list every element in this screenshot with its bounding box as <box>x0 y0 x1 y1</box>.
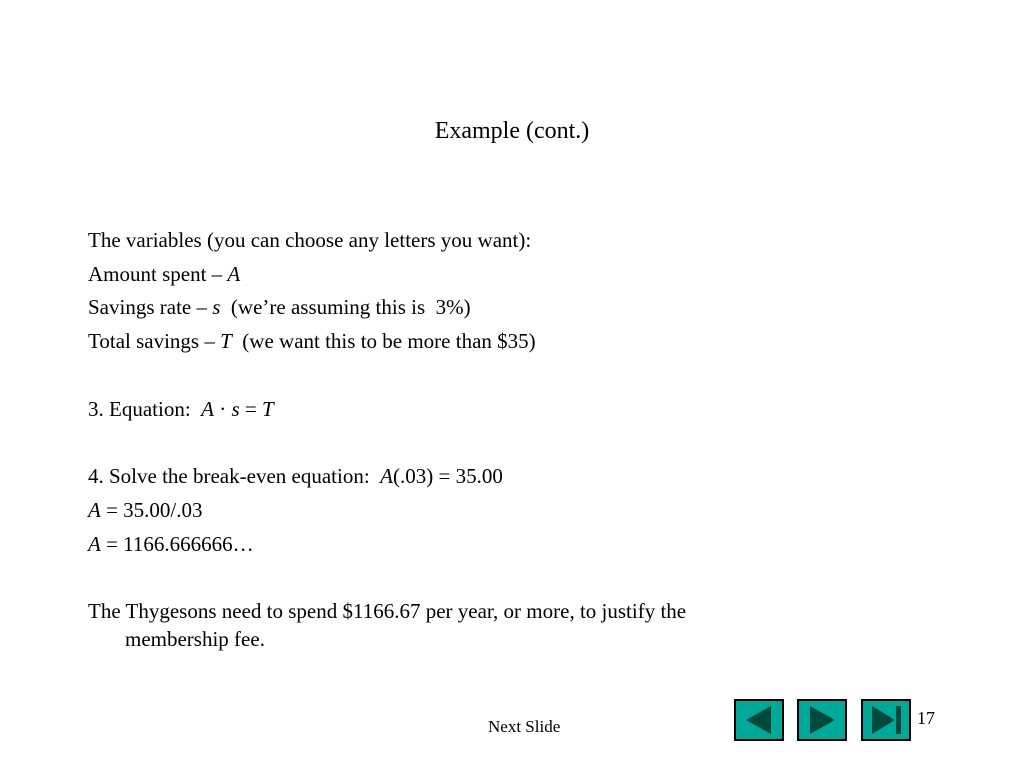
text-line-division: A = 35.00/.03 <box>88 498 203 522</box>
text-line-amount: Amount spent – A <box>88 262 241 286</box>
text-line-rate: Savings rate – s (we’re assuming this is 3%) <box>88 295 471 319</box>
next-slide-link[interactable]: Next Slide <box>488 717 561 736</box>
text-line-conclusion: The Thygesons need to spend $1166.67 per year, or more, to justify the membership fee. <box>88 599 687 651</box>
previous-slide-button[interactable] <box>734 699 784 741</box>
page-number: 17 <box>917 708 935 728</box>
last-slide-button[interactable] <box>861 699 911 741</box>
text-line-equation: 3. Equation: A · s = T <box>88 397 274 421</box>
skip-end-icon <box>863 701 909 739</box>
text-line-variables: The variables (you can choose any letters you want): <box>88 228 532 252</box>
text-line-result: A = 1166.666666… <box>88 532 254 556</box>
text-line-total: Total savings – T (we want this to be more than $35) <box>88 329 536 353</box>
text-line-solve: 4. Solve the break-even equation: A(.03) = 35.00 <box>88 464 503 488</box>
triangle-left-icon <box>736 701 782 739</box>
triangle-right-icon <box>799 701 845 739</box>
slide-title: Example (cont.) <box>434 118 590 144</box>
next-slide-button[interactable] <box>797 699 847 741</box>
